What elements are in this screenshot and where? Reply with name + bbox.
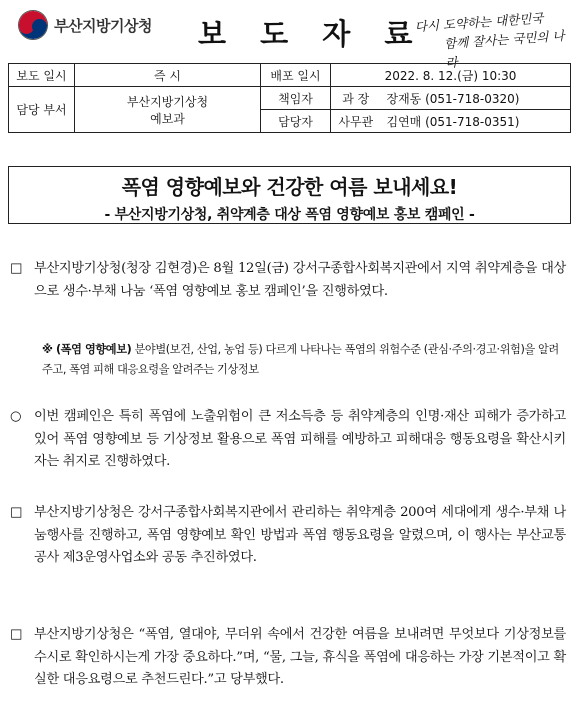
responsible-label: 책임자: [261, 87, 331, 110]
headline-box: [8, 166, 571, 224]
note-text: 분야별(보건, 산업, 농업 등) 다르게 나타나는 폭염의 위험수준 (관심·주의·경고·위험)을 알려주고, 폭염 피해 대응요령을 알려주는 기상정보: [42, 343, 559, 376]
release-info-table: [8, 63, 571, 133]
press-release-title: 보 도 자 료: [198, 17, 425, 51]
subheadline: - 부산지방기상청, 취약계층 대상 폭염 영향예보 홍보 캠페인 -: [104, 207, 475, 223]
circle-bullet-icon: ○: [10, 409, 22, 424]
distribute-date-value: 2022. 8. 12.(금) 10:30: [331, 64, 571, 87]
dept-value: [75, 87, 261, 133]
paragraph-4-text: 부산지방기상청은 “폭염, 열대야, 무더위 속에서 건강한 여름을 보내려면 무엇보다 기상정보를 수시로 확인하시는게 가장 중요하다.”며, “물, 그늘, 휴식을 폭염에 대응하는 가장 기본적이고 확실한 대응요령으로 추천드린다.”고 당부했다.: [34, 627, 566, 687]
headline: 폭염 영향예보와 건강한 여름 보내세요!: [121, 175, 458, 199]
distribute-date-label: 배포 일시: [261, 64, 331, 87]
paragraph-1-text: 부산지방기상청(청장 김현경)은 8월 12일(금) 강서구종합사회복지관에서 지역 취약계층을 대상으로 생수·부채 나눔 ‘폭염 영향예보 홍보 캠페인’을 진행하였다.: [34, 261, 566, 299]
dept-label: 담당 부서: [9, 87, 75, 133]
square-bullet-icon: □: [10, 505, 23, 520]
dept-value-line-1: 부산지방기상청: [126, 94, 209, 109]
staff-contact: 김연매 (051-718-0351): [381, 110, 571, 133]
staff-title: 사무관: [331, 110, 381, 133]
paragraph-2-text: 이번 캠페인은 특히 폭염에 노출위험이 큰 저소득층 등 취약계층의 인명·재산 피해가 증가하고 있어 폭염 영향예보 등 기상정보 활용으로 폭염 피해를 예방하고 피해대응 행동요령을 확산시키자는 취지로 진행하였다.: [34, 409, 566, 469]
definition-note: [42, 340, 566, 380]
note-mark: ※ (폭염 영향예보): [42, 343, 132, 356]
responsible-title: 과 장: [331, 87, 381, 110]
press-header: [8, 4, 571, 71]
square-bullet-icon: □: [10, 627, 23, 642]
paragraph-2: [10, 406, 566, 474]
org-name: 부산지방기상청: [54, 16, 152, 35]
square-bullet-icon: □: [10, 261, 23, 276]
dept-value-line-2: 예보과: [150, 111, 185, 126]
report-date-value: 즉 시: [75, 64, 261, 87]
government-emblem-icon: [18, 10, 48, 40]
paragraph-3-text: 부산지방기상청은 강서구종합사회복지관에서 관리하는 취약계층 200여 세대에게 생수·부채 나눔행사를 진행하고, 폭염 영향예보 확인 방법과 폭염 행동요령을 알렸으며, 이 행사는 부산교통공사 제3운영사업소와 공동 추진하였다.: [34, 505, 566, 565]
paragraph-1: [10, 258, 566, 303]
org-logo: [18, 10, 152, 40]
paragraph-4: [10, 624, 566, 692]
responsible-contact: 장재동 (051-718-0320): [381, 87, 571, 110]
paragraph-3: [10, 502, 566, 570]
slogan-line-1: 다시 도약하는 대한민국: [414, 10, 544, 35]
staff-label: 담당자: [261, 110, 331, 133]
slogan-line-2: 함께 잘사는 국민의 나라: [443, 27, 565, 71]
report-date-label: 보도 일시: [9, 64, 75, 87]
